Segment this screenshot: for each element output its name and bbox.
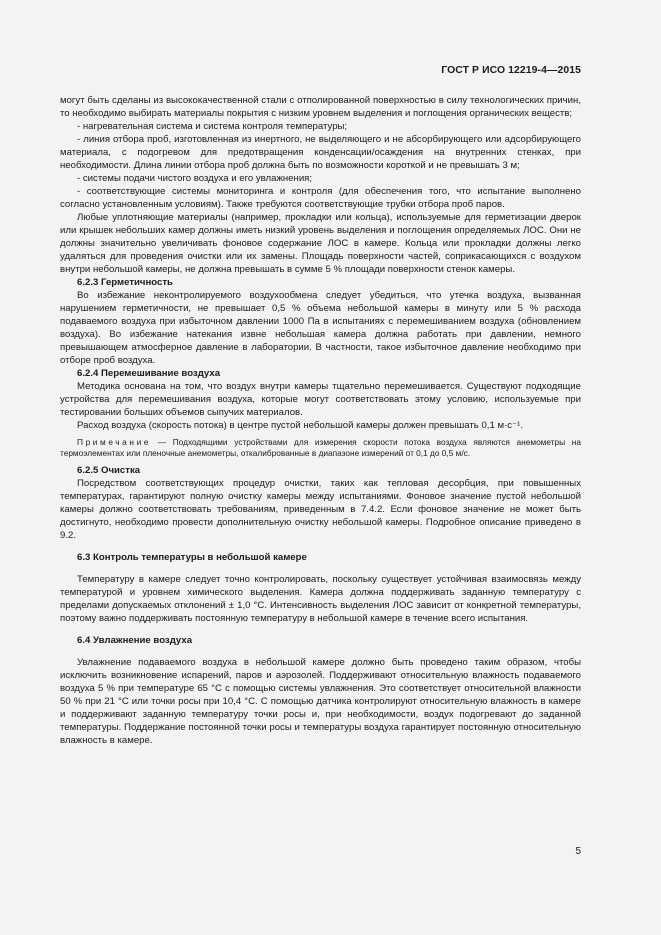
body-paragraph: - соответствующие системы мониторинга и контроля (для обеспечения того, что испытание выполнено согласно установленным условиям). Также требуются соответствующие трубки отбора проб паров.: [60, 186, 581, 210]
section-heading: 6.2.3 Герметичность: [77, 277, 173, 288]
spacer: [60, 564, 581, 573]
section-heading: 6.3 Контроль температуры в небольшой камере: [77, 552, 307, 563]
section-heading: 6.2.4 Перемешивание воздуха: [77, 368, 221, 379]
body-paragraph: Увлажнение подаваемого воздуха в небольшой камере должно быть проведено таким образом, чтобы исключить возникновение испарений, паров и аэрозолей. Поддерживают относительную влажность подаваемого воздуха 5 % при температуре 65 °С с помощью системы увлажнения. Это соответствует относительной влажности 50 % при 21 °С или точки росы при 10,4 °С. С помощью датчика контролируют относительную влажность в камере и поддерживают заданную температуру точки росы и, при необходимости, воздух подогревают до заданной температуры. Поддержание постоянной точки росы и температуры воздуха гарантирует постоянную относительную влажность в камере.: [60, 657, 581, 746]
spacer: [60, 647, 581, 656]
section-heading: 6.2.5 Очистка: [77, 465, 141, 476]
body-paragraph: Методика основана на том, что воздух внутри камеры тщательно перемешивается. Существуют подходящие устройства для перемешивания воздуха, которые могут соответствовать этому условию, используемые при тестировании больших объемов сыпучих материалов.: [60, 381, 581, 418]
body-paragraph: - системы подачи чистого воздуха и его увлажнения;: [77, 173, 313, 184]
document-header: ГОСТ Р ИСО 12219-4—2015: [441, 65, 581, 76]
page-number: 5: [575, 846, 581, 857]
body-paragraph: могут быть сделаны из высококачественной стали с отполированной поверхностью в силу технологических причин, то необходимо выбирать материалы покрытия с низким уровнем выделения и поглощения органических веществ;: [60, 95, 581, 119]
body-paragraph: Любые уплотняющие материалы (например, прокладки или кольца), используемые для герметизации дверок или крышек небольших камер должны иметь низкий уровень выделения и поглощения определяемых ЛОС. Они не должны значительно увеличивать фоновое содержание ЛОС в камере. Кольца или прокладки должны легко удаляться для проведения очистки или их замены. Площадь поверхности частей, соприкасающихся с воздухом внутри небольшой камеры, не должна превышать в сумме 5 % площади поверхности стенок камеры.: [60, 212, 581, 275]
note-label: Примечание: [77, 437, 152, 447]
spacer: [60, 625, 581, 634]
document-body: [60, 94, 581, 747]
body-paragraph: - нагревательная система и система контроля температуры;: [77, 121, 348, 132]
body-paragraph: Во избежание неконтролируемого воздухообмена следует убедиться, что утечка воздуха, вызванная нарушением герметичности, не превышает 0,5 % объема небольшой камеры в минуту или 5 % расхода подаваемого воздуха при избыточном давлении 1000 Па в испытаниях с перемешиванием воздуха (обновлением воздуха). Во избежание натекания извне небольшая камера должна работать при давлении, немного превышающем атмосферное давление в лаборатории. В частности, такое избыточное давление необходимо при отборе проб воздуха.: [60, 290, 581, 366]
body-paragraph: Посредством соответствующих процедур очистки, таких как тепловая десорбция, при повышенных температурах, гарантируют полную очистку камеры между испытаниями. Фоновое значение пустой небольшой камеры должно соответствовать требованиям, приведенным в 7.4.2. Если фоновое значение не может быть достигнуто, необходимо провести дополнительную очистку небольшой камеры. Подробное описание приведено в 9.2.: [60, 478, 581, 541]
body-paragraph: Расход воздуха (скорость потока) в центре пустой небольшой камеры должен превышать 0,1 м·с⁻¹.: [77, 420, 523, 431]
section-heading: 6.4 Увлажнение воздуха: [77, 635, 193, 646]
note-paragraph: [60, 437, 581, 459]
body-paragraph: - линия отбора проб, изготовленная из инертного, не выделяющего и не абсорбирующего или адсорбирующего материала, с подогревом для предотвращения конденсации/осаждения на внутренних стенках, при необходимости. Длина линии отбора проб должна быть по возможности короткой и не превышать 3 м;: [60, 134, 581, 171]
body-paragraph: Температуру в камере следует точно контролировать, поскольку существует устойчивая взаимосвязь между температурой и уровнем химического выделения. Камера должна поддерживать заданную температуру с пределами допускаемых отклонений ± 1,0 °С. Интенсивность выделения ЛОС зависит от конкретной температуры, поэтому важно поддерживать постоянную температуру в небольшой камере в течение всего испытания.: [60, 574, 581, 624]
spacer: [60, 542, 581, 551]
note-text: — Подходящими устройствами для измерения скорости потока воздуха являются анемометры на термоэлементах или пленочные анемометры, откалиброванные в диапазоне измерений от 0,1 до 0,5 м/с.: [60, 437, 581, 458]
